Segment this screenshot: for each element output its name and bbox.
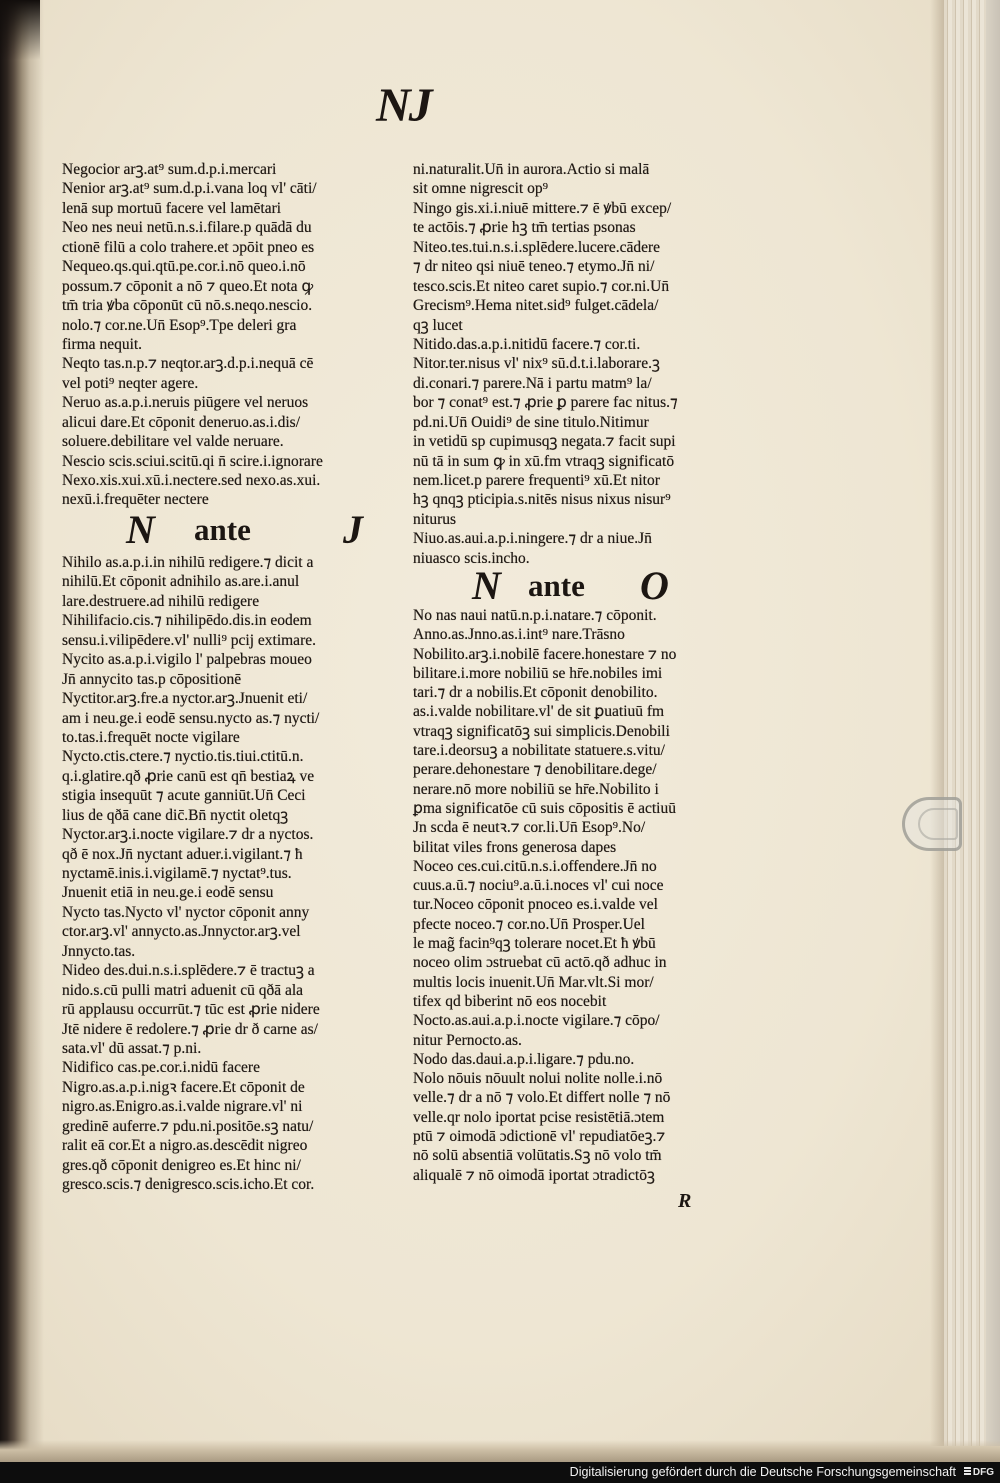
text-line: tari.⁊ dr a nobilis.Et cōponit denobilito. [413, 684, 658, 702]
page-stack-outer [986, 0, 1000, 1446]
text-line: velle.⁊ dr a nō ⁊ volo.Et differt nolle ⁊ nō [413, 1089, 671, 1107]
text-line: Nenior arꝫ.at⁹ sum.d.p.i.vana loq vl' cāti/ [62, 180, 317, 198]
left-column-top [62, 160, 323, 510]
text-line: velle.qr nolo iportat pcise resistētiā.ɔtem [413, 1108, 665, 1126]
text-line: Nequeo.qs.qui.qtū.pe.cor.i.nō queo.i.nō [62, 258, 306, 276]
text-line: bilitat viles frons generosa dapes [413, 838, 617, 856]
text-line: rū applausu occurrūt.⁊ tūc est ꝓrie nidere [62, 1001, 320, 1019]
text-line: nihilū.Et cōponit adnihilo as.are.i.anul [62, 573, 300, 591]
text-line: pd.ni.Un̄ Ouidi⁹ de sine titulo.Nitimur [413, 413, 649, 431]
right-column-top [413, 160, 678, 568]
text-line: ꝑma significatōe cū suis cōpositis ē actiuū [413, 799, 676, 817]
text-line: nyctamē.inis.i.vigilamē.⁊ nyctat⁹.tus. [62, 865, 292, 882]
text-line: Anno.as.Jnno.as.i.int⁹ nare.Trāsno [413, 626, 625, 644]
text-line: niturus [413, 510, 457, 528]
dfg-logo-text: DFG [972, 1467, 994, 1478]
text-line: ptū ⁊ oimodā ɔdictionē vl' repudiatōeꝫ.⁊ [413, 1128, 666, 1146]
section-heading-n-ante-o [0, 563, 760, 608]
text-line: Neruo as.a.p.i.neruis piūgere vel neruos [62, 394, 309, 412]
text-line: tifex qd biberint nō eos nocebit [413, 992, 607, 1010]
text-line: Nideo des.dui.n.s.i.splēdere.⁊ ē tractuꝫ a [62, 962, 315, 980]
text-line: Nyctitor.arꝫ.fre.a nyctor.arꝫ.Jnuenit eti/ [62, 690, 308, 708]
text-line: Jtē nidere ē redolere.⁊ ꝓrie dr ð carne as/ [62, 1020, 318, 1038]
text-line: Nescio scis.sciui.scitū.qi n̄ scire.i.ignorare [62, 452, 323, 470]
text-line: alicui dare.Et cōponit deneruo.as.i.dis/ [62, 413, 301, 431]
text-line: nem.licet.p parere frequenti⁹ xū.Et nitor [413, 472, 660, 489]
text-line: tur.Noceo cōponit pnoceo es.i.valde vel [413, 896, 658, 914]
text-line: Neqto tas.n.p.⁊ neqtor.arꝫ.d.p.i.nequā cē [62, 355, 314, 373]
text-line: bilitare.i.more nobiliū se hr̄e.nobiles imi [413, 664, 663, 682]
text-line: to.tas.i.frequēt nocte vigilare [62, 728, 240, 746]
text-line: in vetidū sp cupimusqꝫ negata.⁊ facit supi [413, 433, 676, 451]
text-line: sata.vl' dū assat.⁊ p.ni. [62, 1039, 202, 1057]
digitization-footer [0, 1462, 1000, 1483]
text-line: Jn scda ē neutꝛ.⁊ cor.li.Un̄ Esop⁹.No/ [413, 819, 646, 837]
page-edge-shadow [930, 0, 944, 1446]
heading-letter: N [126, 507, 155, 552]
text-line: nido.s.cū pulli matri aduenit cū qðā ala [62, 981, 304, 999]
section-heading-n-ante-j [0, 507, 400, 552]
text-line: Nobilito.arꝫ.i.nobilē facere.honestare ⁊ no [413, 645, 677, 663]
text-line: vtraqꝫ significatōꝫ sui simplicis.Denobili [413, 722, 670, 740]
text-line: sensu.i.vilipēdere.vl' nulli⁹ pcij extimare. [62, 631, 316, 649]
text-line: possum.⁊ cōponit a nō ⁊ queo.Et nota ꝙ [62, 277, 314, 295]
text-line: Nodo das.daui.a.p.i.ligare.⁊ pdu.no. [413, 1050, 635, 1068]
text-line: pfecte noceo.⁊ cor.no.Un̄ Prosper.Uel [413, 915, 645, 933]
book-binding [0, 0, 44, 1462]
text-line: Jn̄ annycito tas.p cōpositionē [62, 670, 242, 688]
text-line: lare.destruere.ad nihilū redigere [62, 592, 260, 610]
text-line: ctionē filū a colo trahere.et ɔpōit pneo es [62, 238, 315, 256]
text-line: Nidifico cas.pe.cor.i.nidū facere [62, 1059, 260, 1077]
text-line: am i neu.ge.i eodē sensu.nycto as.⁊ nycti/ [62, 709, 320, 727]
text-line: gredinē auferre.⁊ pdu.ni.positōe.sꝫ natu/ [62, 1117, 314, 1135]
text-line: Jnuenit etiā in neu.ge.i eodē sensu [62, 884, 274, 902]
footer-credit: Digitalisierung gefördert durch die Deutsche Forschungsgemeinschaft [569, 1465, 956, 1479]
text-line: Grecism⁹.Hema nitet.sid⁹ fulget.cādela/ [413, 297, 659, 315]
text-line: nexū.i.frequēter nectere [62, 491, 209, 509]
left-column-bottom [62, 553, 320, 1194]
text-line: Ningo gis.xi.i.niuē mittere.⁊ ē ꝟbū excep/ [413, 199, 672, 217]
text-line: perare.dehonestare ⁊ denobilitare.dege/ [413, 761, 657, 779]
heading-letter: O [640, 563, 669, 608]
text-line: ni.naturalit.Un̄ in aurora.Actio si malā [413, 161, 650, 178]
text-line: Nyctor.arꝫ.i.nocte vigilare.⁊ dr a nyctos. [62, 826, 314, 844]
text-line: Neo nes neui netū.n.s.i.filare.p quādā du [62, 219, 312, 237]
text-line: bor ⁊ conat⁹ est.⁊ ꝓrie ꝑ parere fac nitus.⁊ [413, 394, 678, 412]
text-line: le mag̃ facin⁹qꝫ tolerare nocet.Et ħ ꝟbū [413, 935, 656, 953]
text-line: Nexo.xis.xui.xū.i.nectere.sed nexo.as.xui. [62, 472, 321, 489]
text-line: Nolo nōuis nōuult nolui nolite nolle.i.nō [413, 1070, 663, 1088]
text-line: Nitor.ter.nisus vl' nix⁹ sū.d.t.i.laborare.ꝫ [413, 355, 660, 373]
folio-mark: NJ [376, 79, 431, 132]
text-line: Noceo ces.cui.citū.n.s.i.offendere.Jn̄ no [413, 857, 657, 875]
text-line: ralit eā cor.Et a nigro.as.descēdit nigreo [62, 1137, 308, 1155]
text-line: tare.i.deorsuꝫ a nobilitate statuere.s.vitu/ [413, 742, 665, 760]
text-line: Negocior arꝫ.at⁹ sum.d.p.i.mercari [62, 161, 277, 178]
text-line: lenā sup mortuū facere vel lamētari [62, 199, 282, 217]
text-line: noceo olim ɔstruebat cū actō.qð adhuc in [413, 954, 667, 972]
text-line: Nycito as.a.p.i.vigilo l' palpebras moueo [62, 651, 312, 669]
text-line: qꝫ lucet [413, 316, 463, 334]
text-line: Niuo.as.aui.a.p.i.ningere.⁊ dr a niue.Jn̄ [413, 530, 652, 548]
text-line: nigro.as.Enigro.as.i.valde nigrare.vl' ni [62, 1098, 303, 1116]
text-line: aliqualē ⁊ nō oimodā iportat ɔtradictōꝫ [413, 1166, 655, 1184]
text-line: Nycto.ctis.ctere.⁊ nyctio.tis.tiui.ctitū.n. [62, 748, 304, 766]
text-line: cuus.a.ū.⁊ nociu⁹.a.ū.i.noces vl' cui noce [413, 877, 664, 895]
right-column-bottom [413, 606, 676, 1185]
text-line: Jnnycto.tas. [62, 942, 136, 960]
text-line: nitur Pernocto.as. [413, 1031, 522, 1049]
text-line: Nihilifacio.cis.⁊ nihilipēdo.dis.in eodem [62, 612, 312, 630]
text-line: Nihilo as.a.p.i.in nihilū redigere.⁊ dicit a [62, 554, 314, 571]
text-line: multis locis inuenit.Un̄ Mar.vlt.Si mor/ [413, 973, 654, 991]
text-line: Nycto tas.Nycto vl' nyctor cōponit anny [62, 903, 310, 921]
text-line: Nitido.das.a.p.i.nitidū facere.⁊ cor.ti. [413, 335, 641, 353]
text-line: nō solū absentiā volūtatis.Sꝫ nō volo tm̄ [413, 1147, 662, 1165]
page-bottom-edge [0, 1440, 1000, 1462]
text-line: qð ē nox.Jn̄ nyctant aduer.i.vigilant.⁊ ħ [62, 845, 303, 863]
heading-letter: J [343, 507, 363, 552]
text-line: nolo.⁊ cor.ne.Un̄ Esop⁹.Tpe deleri gra [62, 316, 297, 334]
heading-letter: N [472, 563, 501, 608]
text-line: tm̄ tria ꝟba cōponūt cū nō.s.neqo.nescio. [62, 297, 313, 315]
text-line: vel poti⁹ neqter agere. [62, 374, 199, 392]
text-line: nerare.nō more nobiliū se hr̄e.Nobilito i [413, 780, 659, 798]
text-line: Nigro.as.a.p.i.nigꝛ facere.Et cōponit de [62, 1078, 305, 1096]
text-line: di.conari.⁊ parere.Nā i partu matm⁹ la/ [413, 374, 652, 392]
text-line: hꝫ qnqꝫ pticipia.s.nitēs nisus nixus nisur⁹ [413, 491, 671, 509]
text-line: niuasco scis.incho. [413, 549, 530, 567]
text-line: lius de qðā cane dic̄.Bn̄ nyctit oletqꝫ [62, 806, 289, 824]
text-line: Nocto.as.aui.a.p.i.nocte vigilare.⁊ cōpo/ [413, 1012, 660, 1030]
bookmark-clip-inner [918, 808, 958, 840]
dfg-logo-icon [964, 1467, 971, 1476]
text-line: stigia insequūt ⁊ acute ganniūt.Un̄ Ceci [62, 787, 306, 805]
text-line: Niteo.tes.tui.n.s.i.splēdere.lucere.cādere [413, 238, 661, 256]
text-line: q.i.glatire.qð ꝓrie canū est qn̄ bestiaꝝ ve [62, 767, 315, 785]
dfg-logo [964, 1466, 994, 1479]
text-line: gres.qð cōponit denigreo es.Et hinc ni/ [62, 1156, 301, 1174]
text-line: ctor.arꝫ.vl' annycto.as.Jnnyctor.arꝫ.vel [62, 923, 301, 941]
text-line: sit omne nigrescit op⁹ [413, 180, 548, 198]
text-line: No nas naui natū.n.p.i.natare.⁊ cōponit. [413, 607, 657, 624]
text-line: soluere.debilitare vel valde neruare. [62, 433, 284, 451]
heading-word: ante [528, 568, 585, 603]
text-line: firma nequit. [62, 335, 143, 353]
binding-shadow [0, 0, 40, 60]
text-line: ⁊ dr niteo qsi niuē teneo.⁊ etymo.Jn̄ ni/ [413, 258, 655, 276]
text-line: tesco.scis.Et niteo caret supio.⁊ cor.ni.Un̄ [413, 277, 670, 295]
text-line: as.i.valde nobilitare.vl' de sit ꝑuatiuū fm [413, 703, 665, 721]
heading-word: ante [194, 512, 251, 547]
text-line: te actōis.⁊ ꝓrie hꝫ tm̄ tertias psonas [413, 219, 636, 237]
signature-mark: R [678, 1190, 692, 1212]
text-line: gresco.scis.⁊ denigresco.scis.icho.Et cor. [62, 1176, 315, 1193]
text-line: nū tā in sum ꝙ in xū.fm vtraqꝫ significatō [413, 452, 675, 470]
